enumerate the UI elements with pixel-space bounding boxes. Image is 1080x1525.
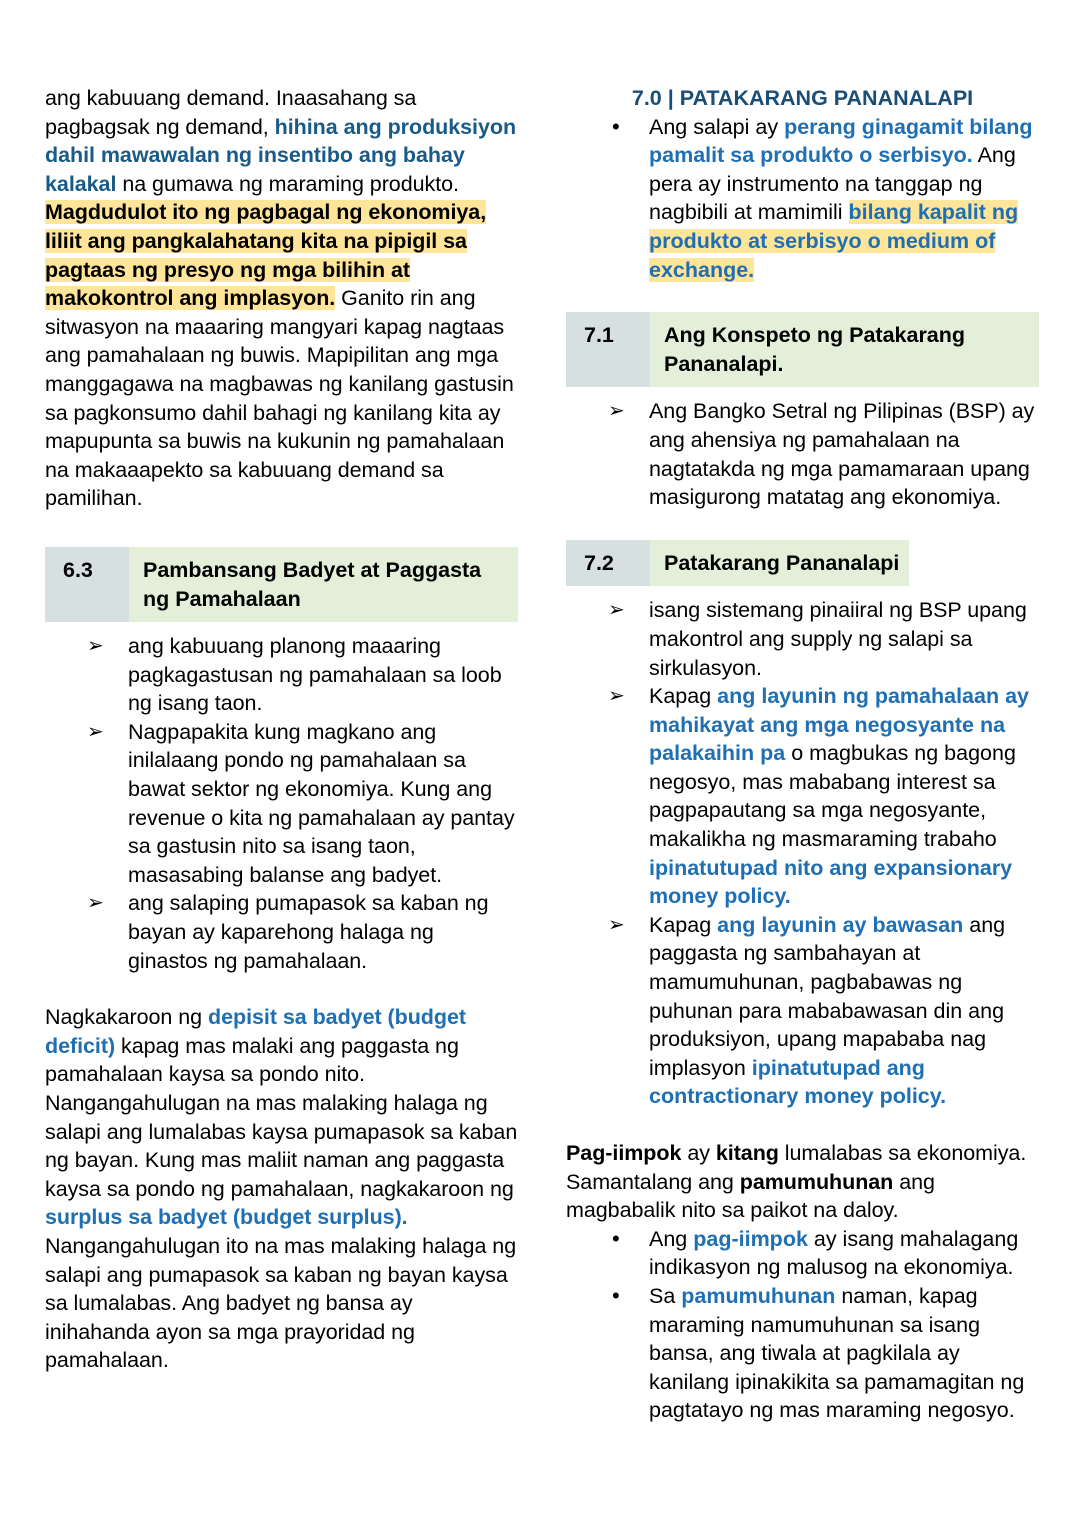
bullet-blue-contractionary-policy: ipinatutupad ang contractionary money policy. [649, 1055, 947, 1109]
para-bold-pamumuhunan: pamumuhunan [739, 1169, 894, 1194]
bullet-blue-expansionary-policy: ipinatutupad nito ang expansionary money policy. [649, 855, 1013, 909]
section-number-6-3: 6.3 [45, 547, 129, 622]
section-heading-7-2 [566, 540, 1039, 587]
bullet-text: ang kabuuang planong maaaring pagkagastusan ng pamahalaan sa loob ng isang taon. [128, 634, 502, 716]
spacer [566, 586, 1039, 596]
bullet-text: isang sistemang pinaiiral ng BSP upang makontrol ang supply ng salapi sa sirkulasyon. [649, 598, 1027, 680]
bullet-part2: Ang pera ay instrumento na tanggap ng nagbibili at mamimili [649, 143, 1016, 225]
spacer [45, 513, 518, 547]
section-number-7-1: 7.1 [566, 312, 650, 387]
para2-part2: kapag mas malaki ang paggasta ng pamahalaan kaysa sa pondo nito. Nangangahulugan na mas malaking halaga ng salapi ang lumalabas kaysa pumapasok sa kaban ng bayan. Kung mas maliit naman ang paggasta kaysa sa pondo ng pamahalaan, nagkakaroon ng [45, 1033, 518, 1201]
section-heading-6-3 [45, 547, 518, 622]
para1-part1: ang kabuuang demand. Inaasahang sa pagbagsak ng demand, [45, 86, 417, 139]
section-title-6-3: Pambansang Badyet at Paggasta ng Pamahalaan [129, 547, 518, 622]
list-item [604, 1225, 1039, 1282]
para-bold-pagiimpok: Pag-iimpok [566, 1141, 682, 1165]
bullet-part2: o magbukas ng bagong negosyo, mas mababang interest sa pagpapautang sa mga negosyante, makalikha ng masmaraming trabaho [649, 741, 1016, 852]
list-item [604, 113, 1039, 285]
bullet-part1: Ang salapi ay [649, 114, 785, 139]
para-part3: ang magbabalik nito sa paikot na daloy. [566, 1169, 935, 1223]
section-title-7-1: Ang Konspeto ng Patakarang Pananalapi. [650, 312, 1039, 387]
bullet-text: Nagpapakita kung magkano ang inilalaang pondo ng pamahalaan sa bawat sektor ng ekonomiya. Kung ang revenue o kita ng pamahalaan ay pantay sa gastusin nito sa isang taon, masasabing balanse ang badyet. [128, 719, 515, 887]
bullet-part2: ay isang mahalagang indikasyon ng malusog na ekonomiya. [649, 1226, 1019, 1280]
para1-part3: Ganito rin ang sitwasyon na maaaring mangyari kapag nagtaas ang pamahalaan ng buwis. Mapipilitan ang mga manggagawa na magbawas ng kanilang gastusin sa pagkonsumo dahil bahagi ng kanilang kita ay mapupunta sa buwis na kukunin ng pamahalaan na makaaapekto sa kabuuang demand sa pamilihan. [45, 286, 514, 511]
list-item [604, 911, 1039, 1111]
para1-part2: na gumawa ng maraming produkto. [116, 171, 459, 196]
bullet-list-7-0 [566, 113, 1039, 285]
bullet-highlight-medium-of-exchange: bilang kapalit ng produkto at serbisyo o medium of exchange. [649, 200, 1019, 282]
section-number-7-2: 7.2 [566, 540, 650, 587]
spacer [45, 975, 518, 1003]
bullet-part1: Ang [649, 1226, 694, 1251]
bullet-list-7-1 [566, 397, 1039, 511]
para-part2: lumalabas sa ekonomiya. Samantalang ang [566, 1141, 1027, 1194]
paragraph-deficit-surplus [45, 1003, 518, 1375]
spacer [566, 284, 1039, 312]
bullet-part1: Kapag [649, 912, 718, 937]
bullet-blue-contractionary-goal: ang layunin ay bawasan [717, 912, 964, 937]
bullet-blue-pamumuhunan: pamumuhunan [681, 1283, 836, 1308]
para2-blue-deficit: depisit sa badyet (budget deficit) [45, 1005, 466, 1058]
list-item [83, 632, 518, 718]
bullet-blue-money-def: perang ginagamit bilang pamalit sa produkto o serbisyo. [649, 114, 1033, 168]
heading-7-0: 7.0 | PATAKARANG PANANALAPI [631, 86, 974, 110]
para2-part3: Nangangahulugan ito na mas malaking halaga ng salapi ang pumapasok sa kaban ng bayan kaysa sa lumalabas. Ang badyet ng bansa ay inihahanda ayon sa mga prayoridad ng pamahalaan. [45, 1233, 517, 1373]
para2-part1: Nagkakaroon ng [45, 1005, 208, 1030]
bullet-text: Ang Bangko Setral ng Pilipinas (BSP) ay ang ahensiya ng pamahalaan na nagtatakda ng mga pamamaraan upang masigurong matatag ang ekonomiya. [649, 399, 1035, 510]
list-item [604, 1282, 1039, 1425]
bullet-part1: Sa [649, 1283, 682, 1308]
spacer [566, 1111, 1039, 1139]
bullet-list-final [566, 1225, 1039, 1425]
para-part1: ay [681, 1141, 716, 1165]
list-item [604, 682, 1039, 911]
para-bold-kitang: kitang [715, 1141, 779, 1165]
bullet-text: ang salaping pumapasok sa kaban ng bayan ay kaparehong halaga ng ginastos ng pamahalaan. [128, 891, 489, 973]
bullet-part2: naman, kapag maraming namumuhunan sa isang bansa, ang tiwala at pagkilala ay kanilang ipinakikita sa pamamagitan ng pagtatayo ng mas maraming negosyo. [649, 1283, 1025, 1423]
bullet-part1: Kapag [649, 684, 718, 709]
section-title-7-2: Patakarang Pananalapi [650, 540, 909, 587]
left-column [45, 84, 518, 1375]
bullet-list-7-2 [566, 596, 1039, 1111]
para1-blue-production: hihina ang produksiyon dahil mawawalan ng insentibo ang bahay kalakal [45, 114, 517, 196]
spacer [566, 387, 1039, 397]
paragraph-pagiimpok [566, 1139, 1039, 1225]
list-item [83, 889, 518, 975]
para1-highlight-slowdown: Magdudulot ito ng pagbagal ng ekonomiya, liliit ang pangkalahatang kita na pipigil sa pagtaas ng presyo ng mga bilihin at makokontrol ang implasyon. [45, 200, 487, 311]
section-heading-7-1 [566, 312, 1039, 387]
spacer [45, 622, 518, 632]
two-column-layout [45, 84, 1040, 1425]
paragraph-demand-tax [45, 84, 518, 513]
list-item [604, 397, 1039, 511]
bullet-blue-pagiimpok: pag-iimpok [693, 1226, 808, 1251]
list-item [83, 718, 518, 890]
bullet-part2: ang paggasta ng sambahayan at mamumuhunan, pagbabawas ng puhunan para mababawasan din ang produksiyon, upang mapababa nag implasyon [649, 912, 1006, 1080]
list-item [604, 596, 1039, 682]
para2-blue-surplus: surplus sa badyet (budget surplus). [45, 1205, 408, 1230]
bullet-blue-expansionary-goal: ang layunin ng pamahalaan ay mahikayat ang mga negosyante na palakaihin pa [649, 684, 1029, 766]
spacer [566, 512, 1039, 540]
right-column [566, 84, 1039, 1425]
bullet-list-6-3 [45, 632, 518, 975]
